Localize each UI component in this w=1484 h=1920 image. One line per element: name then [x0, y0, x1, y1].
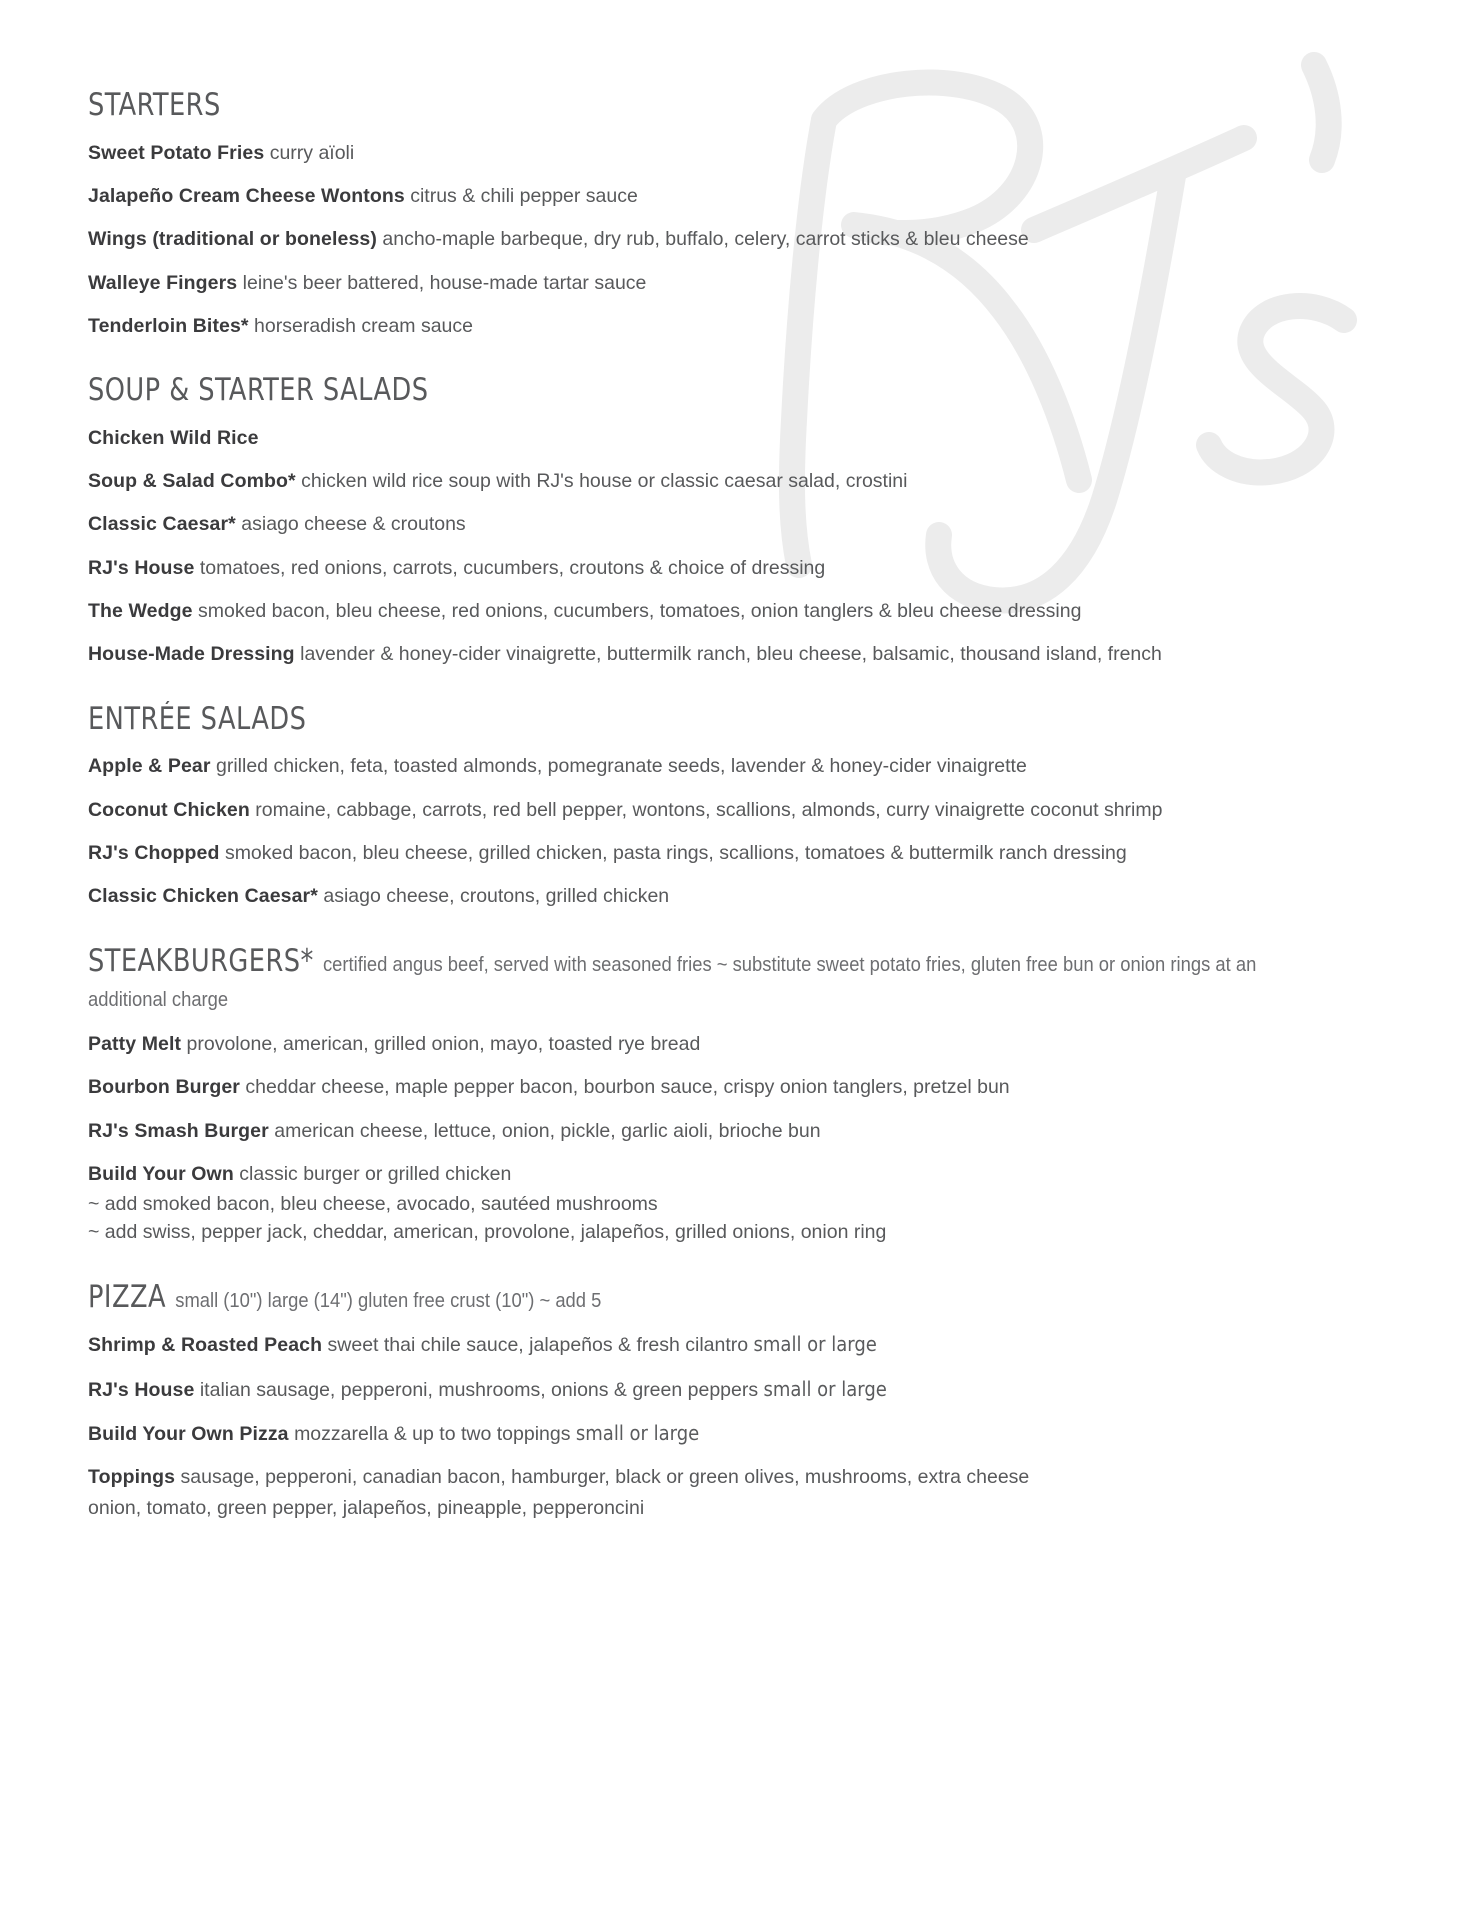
menu-item — [88, 555, 1379, 581]
section-steakburgers — [88, 944, 1379, 1246]
menu-item — [88, 1420, 1379, 1447]
item-name: Walleye Fingers — [88, 271, 238, 294]
section-heading-starters: STARTERS — [88, 87, 221, 123]
menu-item — [88, 1331, 1379, 1358]
item-name: Build Your Own Pizza — [88, 1423, 289, 1446]
menu-item — [88, 641, 1379, 667]
item-description: provolone, american, grilled onion, mayo, toasted rye bread — [186, 1032, 701, 1055]
menu-item — [88, 511, 1379, 537]
item-description: romaine, cabbage, carrots, red bell pepper, wontons, scallions, almonds, curry vinaigrette coconut shrimp — [255, 798, 1163, 821]
section-heading-entree-salads: ENTRÉE SALADS — [88, 700, 307, 737]
section-heading-steakburgers — [88, 944, 1276, 1015]
item-name: RJ's House — [88, 556, 195, 579]
item-addon-line: ~ add swiss, pepper jack, cheddar, american, provolone, jalapeños, grilled onions, onion ring — [88, 1221, 887, 1244]
item-size-option: small or large — [753, 1332, 877, 1357]
menu-item — [88, 1118, 1379, 1144]
section-entree-salads — [88, 702, 1379, 910]
menu-item — [88, 313, 1379, 339]
section-heading-soup-starter-salads: SOUP & STARTER SALADS — [88, 372, 429, 409]
item-description: grilled chicken, feta, toasted almonds, pomegranate seeds, lavender & honey-cider vinaigrette — [216, 755, 1027, 778]
section-heading-pizza — [88, 1280, 1276, 1316]
item-description: asiago cheese, croutons, grilled chicken — [323, 885, 670, 908]
section-starters — [88, 88, 1379, 339]
item-name: Jalapeño Cream Cheese Wontons — [88, 184, 405, 207]
menu-item — [88, 598, 1379, 624]
section-heading-text: PIZZA — [88, 1278, 167, 1315]
item-name: The Wedge — [88, 600, 193, 623]
menu-item — [88, 1376, 1379, 1403]
item-description: citrus & chili pepper sauce — [410, 184, 638, 207]
item-description: lavender & honey-cider vinaigrette, buttermilk ranch, bleu cheese, balsamic, thousand island, french — [300, 643, 1162, 666]
item-name: Apple & Pear — [88, 755, 211, 778]
menu-item — [88, 226, 1379, 252]
menu-item — [88, 797, 1379, 823]
item-description: horseradish cream sauce — [254, 314, 473, 337]
menu-item — [88, 425, 1379, 451]
menu-item — [88, 140, 1379, 166]
item-name: Bourbon Burger — [88, 1076, 240, 1099]
item-description: tomatoes, red onions, carrots, cucumbers, croutons & choice of dressing — [199, 556, 826, 579]
item-description: italian sausage, pepperoni, mushrooms, onions & green peppers — [199, 1378, 759, 1401]
menu-item — [88, 468, 1379, 494]
item-name: Tenderloin Bites* — [88, 314, 249, 337]
section-heading-note: small (10") large (14") gluten free crust (10") ~ add 5 — [175, 1289, 602, 1312]
item-name: Wings (traditional or boneless) — [88, 228, 377, 251]
item-name: Coconut Chicken — [88, 798, 250, 821]
item-name: Build Your Own — [88, 1162, 234, 1185]
item-description: cheddar cheese, maple pepper bacon, bourbon sauce, crispy onion tanglers, pretzel bun — [245, 1076, 1010, 1099]
section-heading-note: certified angus beef, served with seasoned fries ~ substitute sweet potato fries, gluten free bun or onion rings at an additional charge — [88, 953, 1257, 1012]
item-name: Chicken Wild Rice — [88, 426, 259, 449]
item-name: House-Made Dressing — [88, 643, 295, 666]
item-name: RJ's House — [88, 1378, 195, 1401]
menu-item — [88, 1074, 1379, 1100]
menu-item — [88, 183, 1379, 209]
item-size-option: small or large — [763, 1376, 887, 1401]
section-soup-starter-salads — [88, 373, 1379, 668]
item-name: RJ's Chopped — [88, 841, 220, 864]
item-description: leine's beer battered, house-made tartar sauce — [242, 271, 647, 294]
menu-content — [88, 88, 1379, 1521]
item-description: chicken wild rice soup with RJ's house or classic caesar salad, crostini — [301, 470, 908, 493]
item-name: RJ's Smash Burger — [88, 1119, 269, 1142]
item-addon-line: onion, tomato, green pepper, jalapeños, pineapple, pepperoncini — [88, 1496, 645, 1519]
item-name: Shrimp & Roasted Peach — [88, 1334, 323, 1357]
item-description: asiago cheese & croutons — [241, 513, 466, 536]
item-description: sausage, pepperoni, canadian bacon, hamburger, black or green olives, mushrooms, extra cheese — [180, 1466, 1030, 1489]
menu-item — [88, 840, 1379, 866]
item-size-option: small or large — [575, 1421, 700, 1446]
item-name: Toppings — [88, 1466, 176, 1489]
item-description: american cheese, lettuce, onion, pickle, garlic aioli, brioche bun — [274, 1119, 821, 1142]
item-name: Soup & Salad Combo* — [88, 470, 296, 493]
menu-item — [88, 1464, 1379, 1490]
item-name: Classic Caesar* — [88, 513, 236, 536]
item-description: smoked bacon, bleu cheese, red onions, cucumbers, tomatoes, onion tanglers & bleu cheese dressing — [197, 600, 1082, 623]
item-description: classic burger or grilled chicken — [239, 1162, 512, 1185]
item-name: Patty Melt — [88, 1032, 182, 1055]
item-description: sweet thai chile sauce, jalapeños & fresh cilantro — [327, 1334, 749, 1357]
item-description: mozzarella & up to two toppings — [294, 1423, 571, 1446]
item-name: Sweet Potato Fries — [88, 141, 265, 164]
item-description: curry aïoli — [269, 141, 355, 164]
menu-item — [88, 1161, 1379, 1187]
item-description: smoked bacon, bleu cheese, grilled chicken, pasta rings, scallions, tomatoes & buttermilk ranch dressing — [224, 841, 1127, 864]
item-addon-line: ~ add smoked bacon, bleu cheese, avocado, sautéed mushrooms — [88, 1193, 658, 1216]
item-name: Classic Chicken Caesar* — [88, 885, 318, 908]
section-heading-text: STEAKBURGERS* — [88, 942, 314, 979]
menu-item — [88, 883, 1379, 909]
item-description: ancho-maple barbeque, dry rub, buffalo, celery, carrot sticks & bleu cheese — [382, 228, 1029, 251]
section-pizza — [88, 1280, 1379, 1521]
menu-item — [88, 270, 1379, 296]
menu-item — [88, 753, 1379, 779]
menu-item — [88, 1031, 1379, 1057]
